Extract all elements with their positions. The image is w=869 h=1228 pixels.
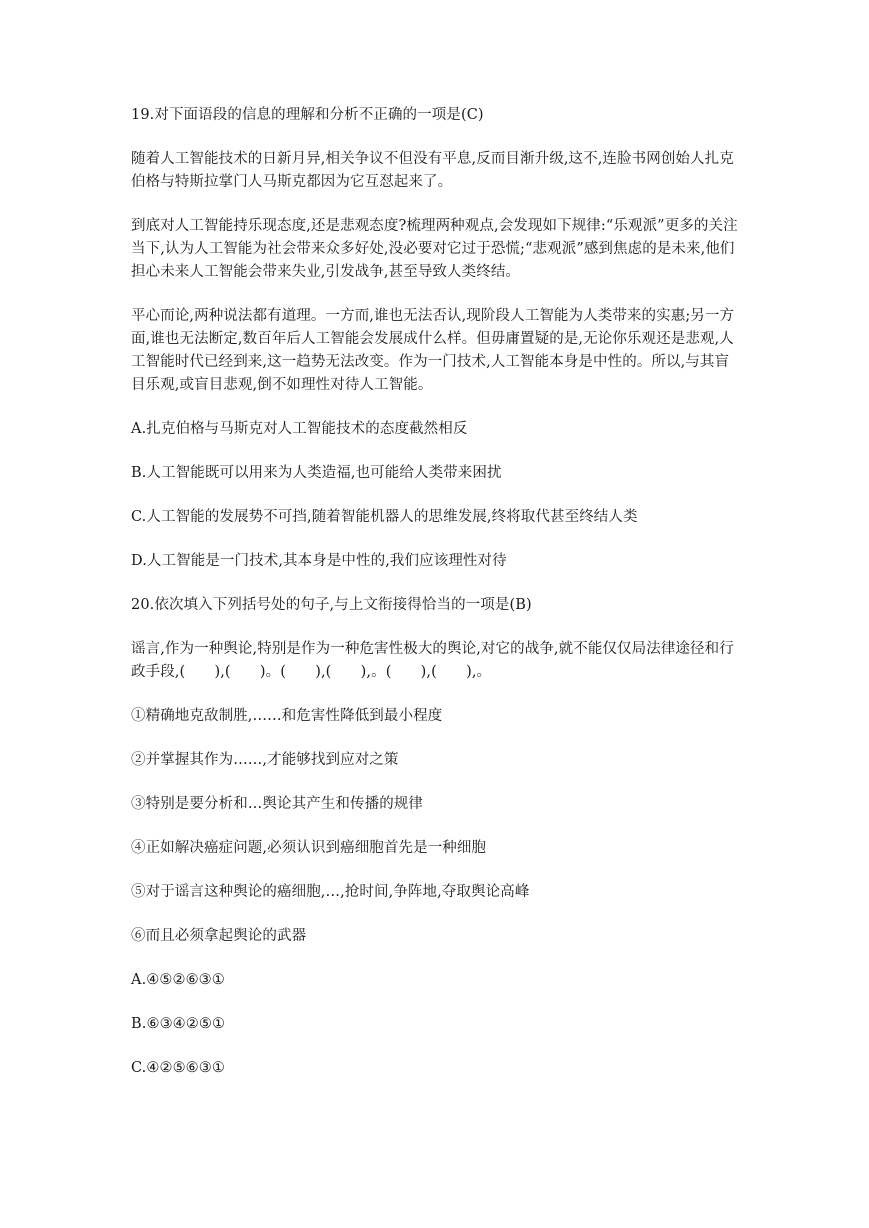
question-20-item-6: ⑥而且必须拿起舆论的武器	[131, 928, 307, 944]
question-20-item-1: ①精确地克敌制胜,……和危害性降低到最小程度	[131, 708, 443, 724]
question-20-item-5: ⑤对于谣言这种舆论的癌细胞,…,抢时间,争阵地,夺取舆论高峰	[131, 884, 530, 900]
question-19-paragraph-2: 到底对人工智能持乐现态度,还是悲观态度?梳理两种观点,会发现如下规律:“乐观派”更多的关注当下,认为人工智能为社会带来众多好处,没必要对它过于恐慌;“悲观派”感到焦虑的是未来,他们担心未来人工智能会带来失业,引发战争,甚至导致人类终结。	[131, 218, 738, 280]
question-19-option-d: D.人工智能是一门技术,其本身是中性的,我们应该理性对待	[131, 553, 507, 569]
question-20-item-2: ②并掌握其作为……,才能够找到应对之策	[131, 752, 399, 768]
question-19-paragraph-3: 平心而论,两种说法都有道理。一方而,谁也无法否认,现阶段人工智能为人类带来的实惠;另一方面,谁也无法断定,数百年后人工智能会发展成什么样。但毋庸置疑的是,无论你乐观还是悲观,人工智能时代已经到来,这一趋势无法改变。作为一门技术,人工智能本身是中性的。所以,与其盲目乐观,或盲目悲观,倒不如理性对待人工智能。	[131, 308, 735, 393]
document-content	[131, 104, 739, 1080]
question-20-option-a: A.④⑤②⑥③①	[131, 972, 225, 988]
question-20-title: 20.依次填入下列括号处的句子,与上文衔接得恰当的一项是(B)	[131, 597, 532, 613]
question-20-stem: 谣言,作为一种舆论,特别是作为一种危害性极大的舆论,对它的战争,就不能仅仅局法律途径和行政手段,( ),( )。( ),( ),。( ),( ),。	[131, 641, 734, 680]
question-20-option-b: B.⑥③④②⑤①	[131, 1016, 226, 1032]
question-20-item-3: ③特别是要分析和…舆论其产生和传播的规律	[131, 796, 423, 812]
question-20-option-c: C.④②⑤⑥③①	[131, 1060, 225, 1076]
question-19-option-c: C.人工智能的发展势不可挡,随着智能机器人的思维发展,终将取代甚至终结人类	[131, 509, 638, 525]
question-20-item-4: ④正如解决癌症问题,必须认识到癌细胞首先是一种细胞	[131, 840, 487, 856]
question-19-paragraph-1: 随着人工智能技术的日新月异,相关争议不但没有平息,反而目渐升级,这不,连脸书网创始人扎克伯格与特斯拉掌门人马斯克都因为它互怼起来了。	[131, 151, 734, 190]
question-19-title: 19.对下面语段的信息的理解和分析不正确的一项是(C)	[131, 107, 484, 123]
question-19-option-a: A.扎克伯格与马斯克对人工智能技术的态度截然相反	[131, 421, 468, 437]
question-19-option-b: B.人工智能既可以用来为人类造福,也可能给人类带来困扰	[131, 465, 502, 481]
